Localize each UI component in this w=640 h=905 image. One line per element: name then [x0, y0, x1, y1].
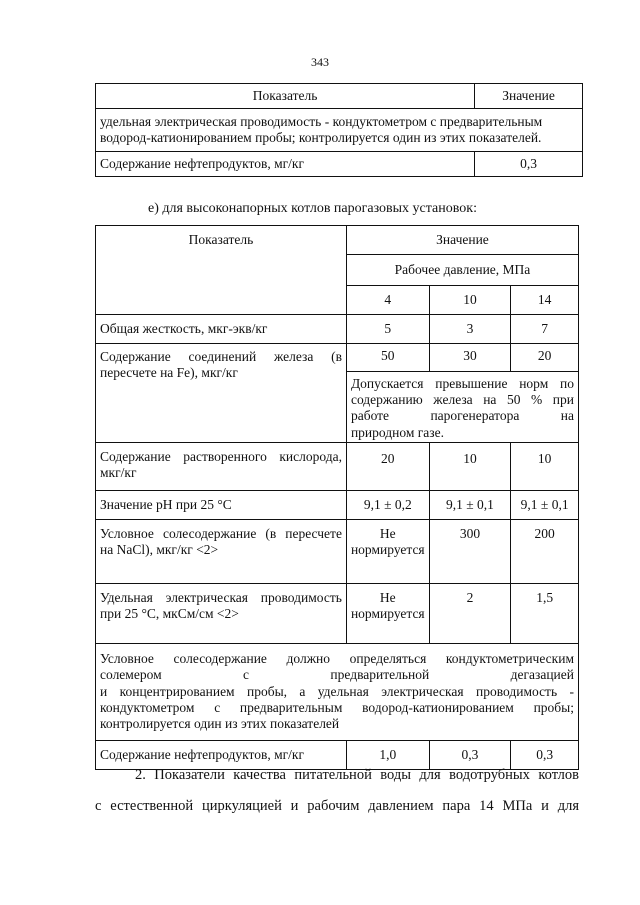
table-row: [96, 152, 583, 177]
pressure-value: 4: [346, 286, 429, 315]
header-indicator: Показатель: [96, 84, 475, 109]
note-line: природном газе.: [350, 424, 444, 440]
note-line: водород-катионированием пробы; контролируется один из этих показателей.: [100, 130, 542, 145]
row-value: 20: [511, 344, 579, 372]
pressure-value: 14: [511, 286, 579, 315]
header-indicator: Показатель: [96, 226, 347, 315]
note-cell: [96, 109, 583, 152]
row-label: [96, 519, 347, 583]
paragraph-line: [95, 798, 579, 815]
row-value: 200: [511, 519, 579, 583]
note-line: Условное солесодержание должно определяться кондуктометрическим: [100, 651, 574, 667]
row-label-line: мкг/кг: [100, 464, 137, 480]
pressure-label: Рабочее давление, МПа: [346, 255, 578, 286]
oil-value: 1,0: [346, 740, 429, 769]
table-row: [96, 490, 579, 519]
section-caption: е) для высоконапорных котлов парогазовых установок:: [148, 201, 477, 216]
row-value: 30: [429, 344, 511, 372]
row-value: 20: [346, 442, 429, 490]
table-note-row: [96, 109, 583, 152]
row-value: 3: [429, 315, 511, 344]
note-line: кондуктометром с предварительным водород-катионированием пробы;: [100, 699, 574, 715]
row-value: 7: [511, 315, 579, 344]
table-row: [96, 344, 579, 372]
table-row: [96, 519, 579, 583]
note-line: и концентрированием пробы, а удельная электрическая проводимость -: [100, 683, 574, 699]
row-label: Значение pH при 25 °С: [96, 490, 347, 519]
row-value: 9,1 ± 0,1: [429, 490, 511, 519]
row-label-line: Содержание соединений железа (в: [100, 349, 342, 364]
page-number: 343: [311, 55, 329, 69]
table-note-row: [96, 643, 579, 740]
row-value: 300: [429, 519, 511, 583]
row-label: Общая жесткость, мкг-экв/кг: [96, 315, 347, 344]
oil-label: Содержание нефтепродуктов, мг/кг: [96, 152, 475, 177]
table-row: [96, 740, 579, 769]
table-row: [96, 315, 579, 344]
note-line: удельная электрическая проводимость - кондуктометром с предварительным: [100, 113, 543, 129]
row-value: 9,1 ± 0,2: [346, 490, 429, 519]
paragraph-line-2: с естественной циркуляцией и рабочим давлением пара 14 МПа и для: [95, 798, 579, 814]
paragraph-line-1: 2. Показатели качества питательной воды для водотрубных котлов: [135, 767, 579, 783]
row-value: 10: [429, 442, 511, 490]
row-label-line: на NaCl), мкг/кг <2>: [100, 541, 219, 557]
note-line: контролируется один из этих показателей: [100, 716, 340, 732]
table-steam-gas-boilers: [95, 225, 579, 770]
table-header-row: [96, 226, 579, 255]
salt-note: [96, 643, 579, 740]
oil-value: 0,3: [475, 152, 583, 177]
table-header-row: [96, 84, 583, 109]
row-value: 50: [346, 344, 429, 372]
row-value: 2: [429, 583, 511, 643]
row-label-line: пересчете на Fe), мкг/кг: [100, 365, 238, 381]
oil-value: 0,3: [511, 740, 579, 769]
table-continuation: [95, 83, 583, 177]
header-value: Значение: [346, 226, 578, 255]
header-value: Значение: [475, 84, 583, 109]
row-value: Не нормируется: [346, 519, 429, 583]
row-label-line: Содержание растворенного кислорода,: [100, 448, 342, 464]
note-line: Допускается превышение норм по: [350, 376, 574, 391]
row-value: 5: [346, 315, 429, 344]
row-label-line: при 25 °С, мкСм/см <2>: [100, 605, 239, 621]
oil-label: Содержание нефтепродуктов, мг/кг: [96, 740, 347, 769]
oil-value: 0,3: [429, 740, 511, 769]
row-label: [96, 344, 347, 443]
row-value: Не нормируется: [346, 583, 429, 643]
row-label-line: Удельная электрическая проводимость: [100, 589, 342, 605]
note-line: работе парогенератора на: [350, 408, 574, 424]
note-line: содержанию железа на 50 % при: [350, 392, 574, 408]
pressure-value: 10: [429, 286, 511, 315]
row-value: 9,1 ± 0,1: [511, 490, 579, 519]
row-label: [96, 442, 347, 490]
row-value: 10: [511, 442, 579, 490]
row-label: [96, 583, 347, 643]
paragraph-line: [95, 767, 579, 784]
table-row: [96, 442, 579, 490]
iron-note: [346, 372, 578, 443]
note-line: солемером с предварительной дегазацией: [100, 667, 574, 683]
row-value: 1,5: [511, 583, 579, 643]
table-row: [96, 583, 579, 643]
row-label-line: Условное солесодержание (в пересчете: [100, 525, 342, 541]
